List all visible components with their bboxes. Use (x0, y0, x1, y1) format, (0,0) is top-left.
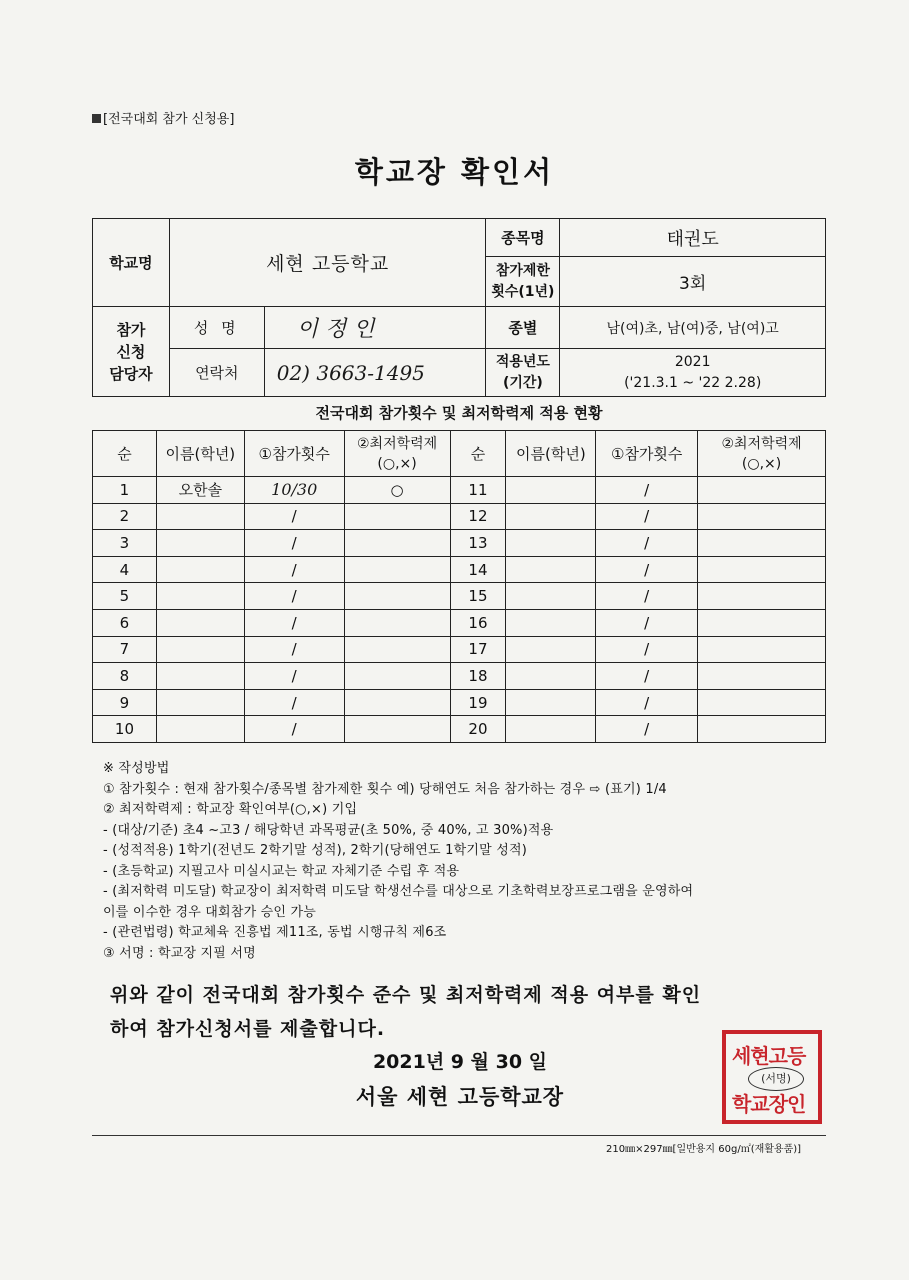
school-label: 학교명 (93, 219, 170, 307)
cell-min (698, 689, 826, 716)
limit-label: 참가제한 횟수(1년) (486, 257, 560, 307)
cell-min (344, 663, 450, 690)
cell-min: ○ (344, 477, 450, 504)
cell-count: / (596, 663, 698, 690)
cell-count: / (596, 556, 698, 583)
table-row (93, 636, 826, 663)
contact-value: 02) 3663-1495 (264, 349, 486, 397)
statement-line-1: 위와 같이 전국대회 참가횟수 준수 및 최저학력제 적용 여부를 확인 (110, 984, 702, 1006)
header-count: ①참가횟수 (244, 431, 344, 477)
cell-name (156, 636, 244, 663)
cell-no: 16 (450, 609, 506, 636)
cell-no: 12 (450, 503, 506, 530)
cell-count: / (244, 583, 344, 610)
event-value: 태권도 (560, 219, 826, 257)
cell-count: / (596, 503, 698, 530)
contact-label: 연락처 (169, 349, 264, 397)
event-label: 종목명 (486, 219, 560, 257)
cell-min (698, 716, 826, 743)
cell-no: 4 (93, 556, 157, 583)
cell-no: 15 (450, 583, 506, 610)
cell-no: 5 (93, 583, 157, 610)
cell-count: / (596, 609, 698, 636)
year-value: 2021 ('21.3.1 ~ '22 2.28) (560, 349, 826, 397)
cell-name (156, 530, 244, 557)
cell-name (506, 503, 596, 530)
cell-count: 10/30 (244, 477, 344, 504)
info-table (92, 218, 826, 397)
cell-count: / (596, 689, 698, 716)
cell-count: / (596, 636, 698, 663)
cell-min (698, 583, 826, 610)
cell-name (156, 503, 244, 530)
cell-no: 7 (93, 636, 157, 663)
cell-min (344, 556, 450, 583)
seal-row-2: 학교장인 (732, 1092, 806, 1116)
cell-name (506, 689, 596, 716)
seal-row-1: 세현고등 (732, 1044, 806, 1068)
cell-no: 11 (450, 477, 506, 504)
cell-count: / (596, 530, 698, 557)
year-label: 적용년도 (기간) (486, 349, 560, 397)
category-value: 남(여)초, 남(여)중, 남(여)고 (560, 307, 826, 349)
cell-count: / (244, 663, 344, 690)
cell-no: 8 (93, 663, 157, 690)
instruction-line: - (대상/기준) 초4 ~고3 / 해당학년 과목평균(초 50%, 중 40%, 고 30%)적용 (103, 822, 554, 838)
limit-value: 3회 (560, 257, 826, 307)
school-value: 세현 고등학교 (169, 219, 486, 307)
cell-min (344, 636, 450, 663)
cell-min (698, 663, 826, 690)
status-table (92, 430, 826, 743)
cell-min (698, 609, 826, 636)
status-header-row (93, 431, 826, 477)
issue-date: 2021년 9 월 30 일 (372, 1051, 548, 1073)
table-row (93, 556, 826, 583)
cell-count: / (596, 477, 698, 504)
table-row (93, 689, 826, 716)
cell-count: / (244, 609, 344, 636)
instruction-line: ※ 작성방법 (103, 761, 170, 776)
cell-no: 10 (93, 716, 157, 743)
cell-name (506, 477, 596, 504)
cell-min (698, 556, 826, 583)
signer-name: 서울 세현 고등학교장 (355, 1085, 565, 1109)
table-row (93, 609, 826, 636)
cell-min (698, 503, 826, 530)
header-name: 이름(학년) (156, 431, 244, 477)
cell-count: / (596, 716, 698, 743)
cell-no: 18 (450, 663, 506, 690)
cell-min (698, 477, 826, 504)
statement-line-2: 하여 참가신청서를 제출합니다. (110, 1018, 386, 1040)
cell-name (506, 583, 596, 610)
header-no: 순 (450, 431, 506, 477)
cell-no: 19 (450, 689, 506, 716)
table-row (93, 477, 826, 504)
cell-name (506, 556, 596, 583)
cell-name (506, 530, 596, 557)
instruction-line: 이를 이수한 경우 대회참가 승인 가능 (103, 904, 317, 920)
cell-count: / (244, 689, 344, 716)
cell-no: 9 (93, 689, 157, 716)
instruction-line: - (초등학교) 지필고사 미실시교는 학교 자체기준 수립 후 적용 (103, 863, 460, 879)
cell-name (506, 636, 596, 663)
manager-label: 참가 신청 담당자 (93, 307, 170, 397)
page-title: 학교장 확인서 (354, 155, 555, 189)
cell-count: / (596, 583, 698, 610)
cell-name (506, 663, 596, 690)
instruction-line: - (최저학력 미도달) 학교장이 최저학력 미도달 학생선수를 대상으로 기초학력보장프로그램을 운영하여 (103, 884, 694, 899)
cell-name (156, 556, 244, 583)
status-title: 전국대회 참가횟수 및 최저학력제 적용 현황 (315, 404, 603, 422)
cell-count: / (244, 556, 344, 583)
instruction-line: - (성적적용) 1학기(전년도 2학기말 성적), 2학기(당해연도 1학기말 성적) (103, 843, 528, 858)
instruction-line: ① 참가횟수 : 현재 참가횟수/종목별 참가제한 횟수 예) 당해연도 처음 참가하는 경우 ⇨ (표기) 1/4 (103, 781, 667, 797)
cell-count: / (244, 530, 344, 557)
cell-min (698, 636, 826, 663)
cell-count: / (244, 716, 344, 743)
cell-min (698, 530, 826, 557)
cell-min (344, 689, 450, 716)
table-row (93, 663, 826, 690)
cell-no: 3 (93, 530, 157, 557)
table-row (93, 530, 826, 557)
table-row (93, 503, 826, 530)
cell-no: 1 (93, 477, 157, 504)
cell-name (506, 609, 596, 636)
school-seal (722, 1030, 822, 1124)
paper-spec: 210㎜×297㎜[일반용지 60g/㎡(재활용품)] (606, 1144, 802, 1155)
cell-name (156, 583, 244, 610)
cell-min (344, 503, 450, 530)
header-no: 순 (93, 431, 157, 477)
cell-name (156, 609, 244, 636)
cell-name (156, 663, 244, 690)
cell-count: / (244, 503, 344, 530)
category-label: 종별 (486, 307, 560, 349)
cell-min (344, 583, 450, 610)
cell-no: 17 (450, 636, 506, 663)
name-label: 성 명 (169, 307, 264, 349)
header-name: 이름(학년) (506, 431, 596, 477)
instruction-line: - (관련법령) 학교체육 진흥법 제11조, 동법 시행규칙 제6조 (103, 925, 447, 940)
signature-circle: (서명) (748, 1067, 804, 1091)
name-value: 이 정 인 (264, 307, 486, 349)
header-count: ①참가횟수 (596, 431, 698, 477)
table-row (93, 583, 826, 610)
cell-min (344, 716, 450, 743)
cell-no: 20 (450, 716, 506, 743)
square-bullet-icon (92, 114, 101, 123)
cell-min (344, 530, 450, 557)
instruction-line: ② 최저학력제 : 학교장 확인여부(○,×) 기입 (103, 802, 358, 817)
cell-no: 6 (93, 609, 157, 636)
cell-min (344, 609, 450, 636)
header-min: ②최저학력제 (○,×) (698, 431, 826, 477)
cell-no: 14 (450, 556, 506, 583)
header-min: ②최저학력제 (○,×) (344, 431, 450, 477)
cell-name (156, 689, 244, 716)
form-tag: [전국대회 참가 신청용] (92, 108, 234, 127)
instruction-line: ③ 서명 : 학교장 지필 서명 (103, 945, 256, 961)
cell-no: 2 (93, 503, 157, 530)
cell-name (156, 716, 244, 743)
cell-name (506, 716, 596, 743)
table-row (93, 716, 826, 743)
cell-no: 13 (450, 530, 506, 557)
cell-name: 오한솔 (156, 477, 244, 504)
cell-count: / (244, 636, 344, 663)
bottom-rule (92, 1135, 826, 1136)
